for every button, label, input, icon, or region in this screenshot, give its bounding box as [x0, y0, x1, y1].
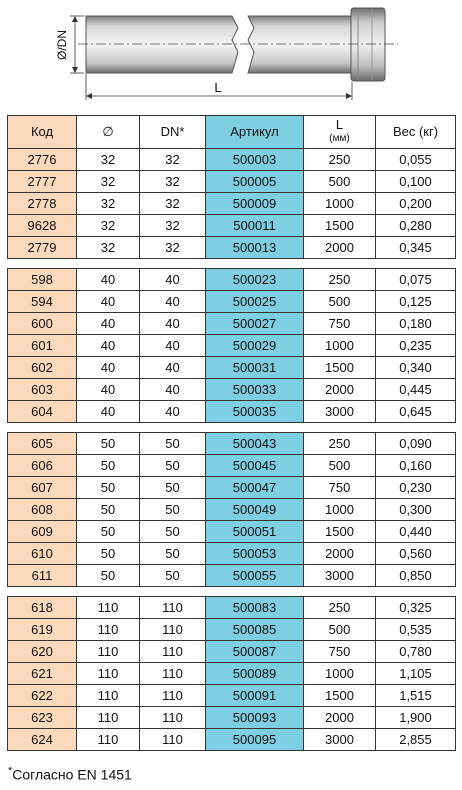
cell-weight: 1,515 [376, 685, 456, 707]
cell-article: 500003 [206, 149, 304, 171]
cell-diameter: 32 [77, 149, 140, 171]
footnote-text: Согласно EN 1451 [12, 766, 132, 783]
cell-length: 500 [304, 455, 376, 477]
cell-code: 619 [8, 619, 77, 641]
cell-length: 1500 [304, 521, 376, 543]
cell-code: 618 [8, 597, 77, 619]
cell-weight: 1,900 [376, 707, 456, 729]
cell-weight: 0,850 [376, 565, 456, 587]
cell-diameter: 50 [77, 499, 140, 521]
cell-article: 500027 [206, 313, 304, 335]
group-separator [8, 587, 456, 597]
cell-diameter: 50 [77, 565, 140, 587]
table-row [8, 149, 456, 171]
pipe-drawing [0, 0, 462, 105]
cell-length: 500 [304, 291, 376, 313]
cell-weight: 0,200 [376, 193, 456, 215]
cell-article: 500031 [206, 357, 304, 379]
cell-length: 1000 [304, 499, 376, 521]
cell-dn: 40 [140, 269, 206, 291]
table-row [8, 521, 456, 543]
table-row [8, 477, 456, 499]
table-row [8, 641, 456, 663]
cell-weight: 0,160 [376, 455, 456, 477]
table-row [8, 291, 456, 313]
cell-dn: 40 [140, 335, 206, 357]
table-row [8, 215, 456, 237]
cell-dn: 40 [140, 379, 206, 401]
cell-article: 500013 [206, 237, 304, 259]
table-row [8, 335, 456, 357]
cell-length: 500 [304, 171, 376, 193]
cell-length: 1500 [304, 357, 376, 379]
cell-diameter: 32 [77, 237, 140, 259]
cell-dn: 32 [140, 171, 206, 193]
group-separator-cell [8, 423, 456, 433]
cell-diameter: 40 [77, 269, 140, 291]
cell-weight: 0,100 [376, 171, 456, 193]
cell-article: 500043 [206, 433, 304, 455]
table-row [8, 455, 456, 477]
cell-weight: 0,560 [376, 543, 456, 565]
cell-dn: 110 [140, 685, 206, 707]
table-row [8, 237, 456, 259]
cell-weight: 0,075 [376, 269, 456, 291]
header-length-unit: (мм) [329, 133, 350, 144]
table-row [8, 597, 456, 619]
cell-article: 500053 [206, 543, 304, 565]
footnote-marker: * [8, 765, 13, 777]
table-header-row [8, 116, 456, 149]
cell-diameter: 110 [77, 729, 140, 751]
cell-weight: 0,055 [376, 149, 456, 171]
cell-dn: 50 [140, 477, 206, 499]
cell-length: 3000 [304, 729, 376, 751]
cell-code: 2776 [8, 149, 77, 171]
cell-article: 500095 [206, 729, 304, 751]
header-length [304, 116, 376, 149]
cell-dn: 110 [140, 707, 206, 729]
cell-diameter: 110 [77, 641, 140, 663]
cell-length: 2000 [304, 543, 376, 565]
cell-article: 500035 [206, 401, 304, 423]
cell-article: 500093 [206, 707, 304, 729]
cell-length: 1000 [304, 193, 376, 215]
cell-dn: 40 [140, 401, 206, 423]
cell-length: 250 [304, 149, 376, 171]
cell-weight: 0,645 [376, 401, 456, 423]
cell-article: 500089 [206, 663, 304, 685]
header-weight: Вес (кг) [376, 116, 456, 149]
cell-weight: 0,345 [376, 237, 456, 259]
header-dn: DN* [140, 116, 206, 149]
cell-length: 500 [304, 619, 376, 641]
table-body [8, 149, 456, 751]
cell-dn: 110 [140, 619, 206, 641]
cell-diameter: 110 [77, 707, 140, 729]
cell-length: 1500 [304, 215, 376, 237]
group-separator [8, 423, 456, 433]
cell-length: 2000 [304, 707, 376, 729]
cell-code: 624 [8, 729, 77, 751]
cell-weight: 0,235 [376, 335, 456, 357]
cell-length: 750 [304, 313, 376, 335]
table-row [8, 193, 456, 215]
cell-article: 500047 [206, 477, 304, 499]
table-row [8, 313, 456, 335]
table-row [8, 685, 456, 707]
cell-weight: 0,340 [376, 357, 456, 379]
cell-code: 608 [8, 499, 77, 521]
cell-length: 750 [304, 477, 376, 499]
length-label: L [214, 80, 222, 95]
cell-diameter: 40 [77, 357, 140, 379]
table-row [8, 663, 456, 685]
cell-diameter: 40 [77, 291, 140, 313]
cell-code: 600 [8, 313, 77, 335]
table-row [8, 357, 456, 379]
pipe-spec-table [7, 115, 456, 751]
table-row [8, 707, 456, 729]
table-row [8, 379, 456, 401]
cell-article: 500033 [206, 379, 304, 401]
cell-article: 500091 [206, 685, 304, 707]
group-separator-cell [8, 259, 456, 269]
cell-diameter: 40 [77, 313, 140, 335]
cell-article: 500045 [206, 455, 304, 477]
cell-weight: 0,300 [376, 499, 456, 521]
cell-dn: 32 [140, 215, 206, 237]
cell-dn: 50 [140, 521, 206, 543]
cell-code: 620 [8, 641, 77, 663]
cell-diameter: 32 [77, 171, 140, 193]
diameter-label: Ø/DN [55, 30, 69, 60]
cell-dn: 110 [140, 663, 206, 685]
cell-article: 500029 [206, 335, 304, 357]
cell-length: 750 [304, 641, 376, 663]
cell-dn: 110 [140, 729, 206, 751]
pipe-right-section [248, 16, 352, 73]
cell-code: 598 [8, 269, 77, 291]
cell-code: 594 [8, 291, 77, 313]
cell-length: 2000 [304, 237, 376, 259]
table-row [8, 543, 456, 565]
cell-length: 2000 [304, 379, 376, 401]
cell-code: 601 [8, 335, 77, 357]
header-diameter: ∅ [77, 116, 140, 149]
cell-diameter: 50 [77, 455, 140, 477]
cell-code: 9628 [8, 215, 77, 237]
cell-weight: 1,105 [376, 663, 456, 685]
header-length-label: L [335, 117, 344, 132]
table-row [8, 171, 456, 193]
cell-length: 250 [304, 597, 376, 619]
cell-diameter: 40 [77, 379, 140, 401]
cell-dn: 50 [140, 433, 206, 455]
cell-weight: 0,125 [376, 291, 456, 313]
cell-code: 2778 [8, 193, 77, 215]
cell-length: 250 [304, 433, 376, 455]
cell-dn: 40 [140, 313, 206, 335]
table-row [8, 433, 456, 455]
table-row [8, 565, 456, 587]
cell-diameter: 110 [77, 619, 140, 641]
cell-weight: 0,230 [376, 477, 456, 499]
cell-code: 621 [8, 663, 77, 685]
cell-code: 603 [8, 379, 77, 401]
cell-weight: 0,440 [376, 521, 456, 543]
cell-article: 500009 [206, 193, 304, 215]
cell-diameter: 50 [77, 433, 140, 455]
cell-diameter: 50 [77, 521, 140, 543]
cell-code: 607 [8, 477, 77, 499]
cell-article: 500055 [206, 565, 304, 587]
table-row [8, 729, 456, 751]
cell-article: 500023 [206, 269, 304, 291]
cell-dn: 40 [140, 357, 206, 379]
cell-article: 500085 [206, 619, 304, 641]
header-code: Код [8, 116, 77, 149]
cell-article: 500005 [206, 171, 304, 193]
cell-article: 500051 [206, 521, 304, 543]
table-row [8, 401, 456, 423]
cell-dn: 50 [140, 499, 206, 521]
cell-code: 2777 [8, 171, 77, 193]
cell-article: 500049 [206, 499, 304, 521]
pipe-left-section [86, 16, 238, 73]
pipe-socket [351, 8, 385, 81]
cell-code: 623 [8, 707, 77, 729]
cell-weight: 0,180 [376, 313, 456, 335]
footnote [8, 765, 132, 783]
cell-length: 3000 [304, 401, 376, 423]
cell-diameter: 110 [77, 663, 140, 685]
group-separator-cell [8, 587, 456, 597]
cell-article: 500025 [206, 291, 304, 313]
cell-length: 3000 [304, 565, 376, 587]
cell-article: 500083 [206, 597, 304, 619]
cell-dn: 32 [140, 193, 206, 215]
cell-dn: 50 [140, 543, 206, 565]
cell-weight: 0,780 [376, 641, 456, 663]
cell-dn: 110 [140, 597, 206, 619]
cell-diameter: 32 [77, 215, 140, 237]
cell-diameter: 32 [77, 193, 140, 215]
cell-weight: 2,855 [376, 729, 456, 751]
cell-weight: 0,535 [376, 619, 456, 641]
cell-code: 602 [8, 357, 77, 379]
cell-weight: 0,090 [376, 433, 456, 455]
cell-code: 622 [8, 685, 77, 707]
cell-code: 610 [8, 543, 77, 565]
cell-diameter: 40 [77, 401, 140, 423]
cell-length: 1500 [304, 685, 376, 707]
cell-dn: 110 [140, 641, 206, 663]
cell-diameter: 110 [77, 597, 140, 619]
cell-weight: 0,445 [376, 379, 456, 401]
cell-weight: 0,325 [376, 597, 456, 619]
cell-code: 604 [8, 401, 77, 423]
cell-dn: 40 [140, 291, 206, 313]
cell-length: 250 [304, 269, 376, 291]
cell-diameter: 50 [77, 543, 140, 565]
cell-weight: 0,280 [376, 215, 456, 237]
group-separator [8, 259, 456, 269]
cell-diameter: 40 [77, 335, 140, 357]
cell-code: 609 [8, 521, 77, 543]
cell-code: 605 [8, 433, 77, 455]
cell-length: 1000 [304, 335, 376, 357]
cell-code: 606 [8, 455, 77, 477]
cell-dn: 50 [140, 455, 206, 477]
cell-code: 611 [8, 565, 77, 587]
cell-article: 500087 [206, 641, 304, 663]
cell-dn: 32 [140, 149, 206, 171]
cell-diameter: 110 [77, 685, 140, 707]
cell-dn: 32 [140, 237, 206, 259]
cell-code: 2779 [8, 237, 77, 259]
cell-diameter: 50 [77, 477, 140, 499]
table-row [8, 499, 456, 521]
cell-dn: 50 [140, 565, 206, 587]
header-article: Артикул [206, 116, 304, 149]
table-row [8, 619, 456, 641]
cell-article: 500011 [206, 215, 304, 237]
cell-length: 1000 [304, 663, 376, 685]
table-row [8, 269, 456, 291]
